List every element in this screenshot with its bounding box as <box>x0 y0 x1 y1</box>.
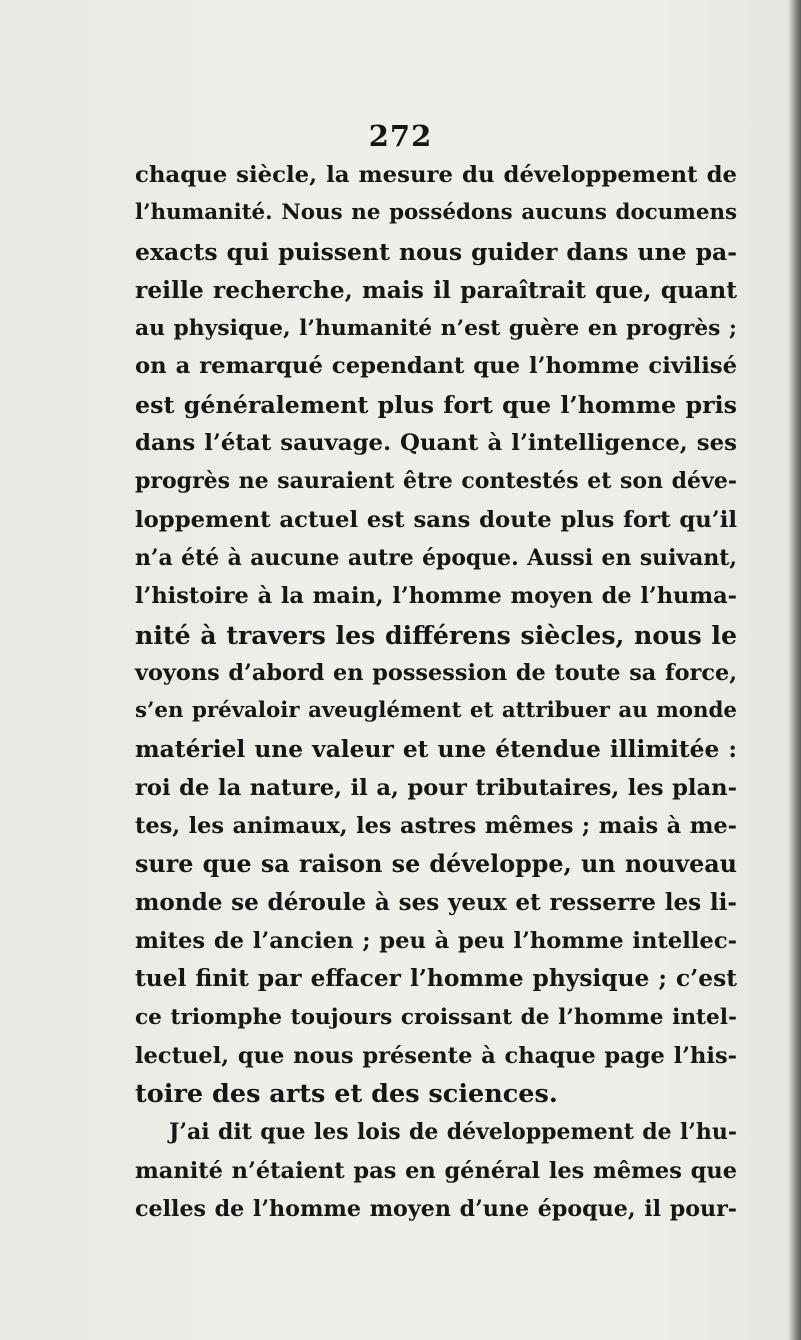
text-line: nité à travers les différens siècles, nous le <box>135 619 737 650</box>
text-line: chaque siècle, la mesure du développement de <box>135 162 737 188</box>
text-line: l’histoire à la main, l’homme moyen de l’huma- <box>135 583 737 610</box>
text-line: monde se déroule à ses yeux et resserre les li- <box>135 888 737 916</box>
text-line: tuel finit par effacer l’homme physique ; c’est <box>135 965 737 993</box>
page-number: 272 <box>368 119 433 153</box>
text-line: tes, les animaux, les astres mêmes ; mais à me- <box>135 813 737 840</box>
text-line: l’humanité. Nous ne possédons aucuns documens <box>135 200 737 226</box>
text-line: est généralement plus fort que l’homme pris <box>135 390 737 419</box>
text-line: lectuel, que nous présente à chaque page l’his- <box>135 1042 737 1069</box>
body-text <box>135 156 737 1228</box>
text-line: reille recherche, mais il paraîtrait que, quant <box>135 275 737 304</box>
text-line: celles de l’homme moyen d’une époque, il pour- <box>135 1196 737 1223</box>
text-line: voyons d’abord en possession de toute sa force, <box>135 659 737 686</box>
text-line: toire des arts et des sciences. <box>135 1079 558 1110</box>
text-line: manité n’étaient pas en général les mêmes que <box>135 1157 737 1184</box>
text-line: n’a été à aucune autre époque. Aussi en suivant, <box>135 544 737 571</box>
text-line: J’ai dit que les lois de développement de l’hu- <box>169 1119 737 1146</box>
text-line: on a remarqué cependant que l’homme civilisé <box>135 353 737 380</box>
text-line: au physique, l’humanité n’est guère en progrès ; <box>135 315 737 342</box>
text-line: loppement actuel est sans doute plus fort qu’il <box>135 506 737 533</box>
text-line: roi de la nature, il a, pour tributaires, les plan- <box>135 774 737 801</box>
text-line: s’en prévaloir aveuglément et attribuer au monde <box>135 698 737 724</box>
text-line: dans l’état sauvage. Quant à l’intelligence, ses <box>135 430 737 457</box>
text-line: mites de l’ancien ; peu à peu l’homme intellec- <box>135 927 737 954</box>
text-line: progrès ne sauraient être contestés et son déve- <box>135 468 737 495</box>
text-line: matériel une valeur et une étendue illimitée : <box>135 735 737 764</box>
text-line: ce triomphe toujours croissant de l’homme intel- <box>135 1004 737 1030</box>
text-line: sure que sa raison se développe, un nouveau <box>135 850 737 879</box>
page-edge-shadow <box>789 0 801 1340</box>
text-line: exacts qui puissent nous guider dans une pa- <box>135 237 737 266</box>
